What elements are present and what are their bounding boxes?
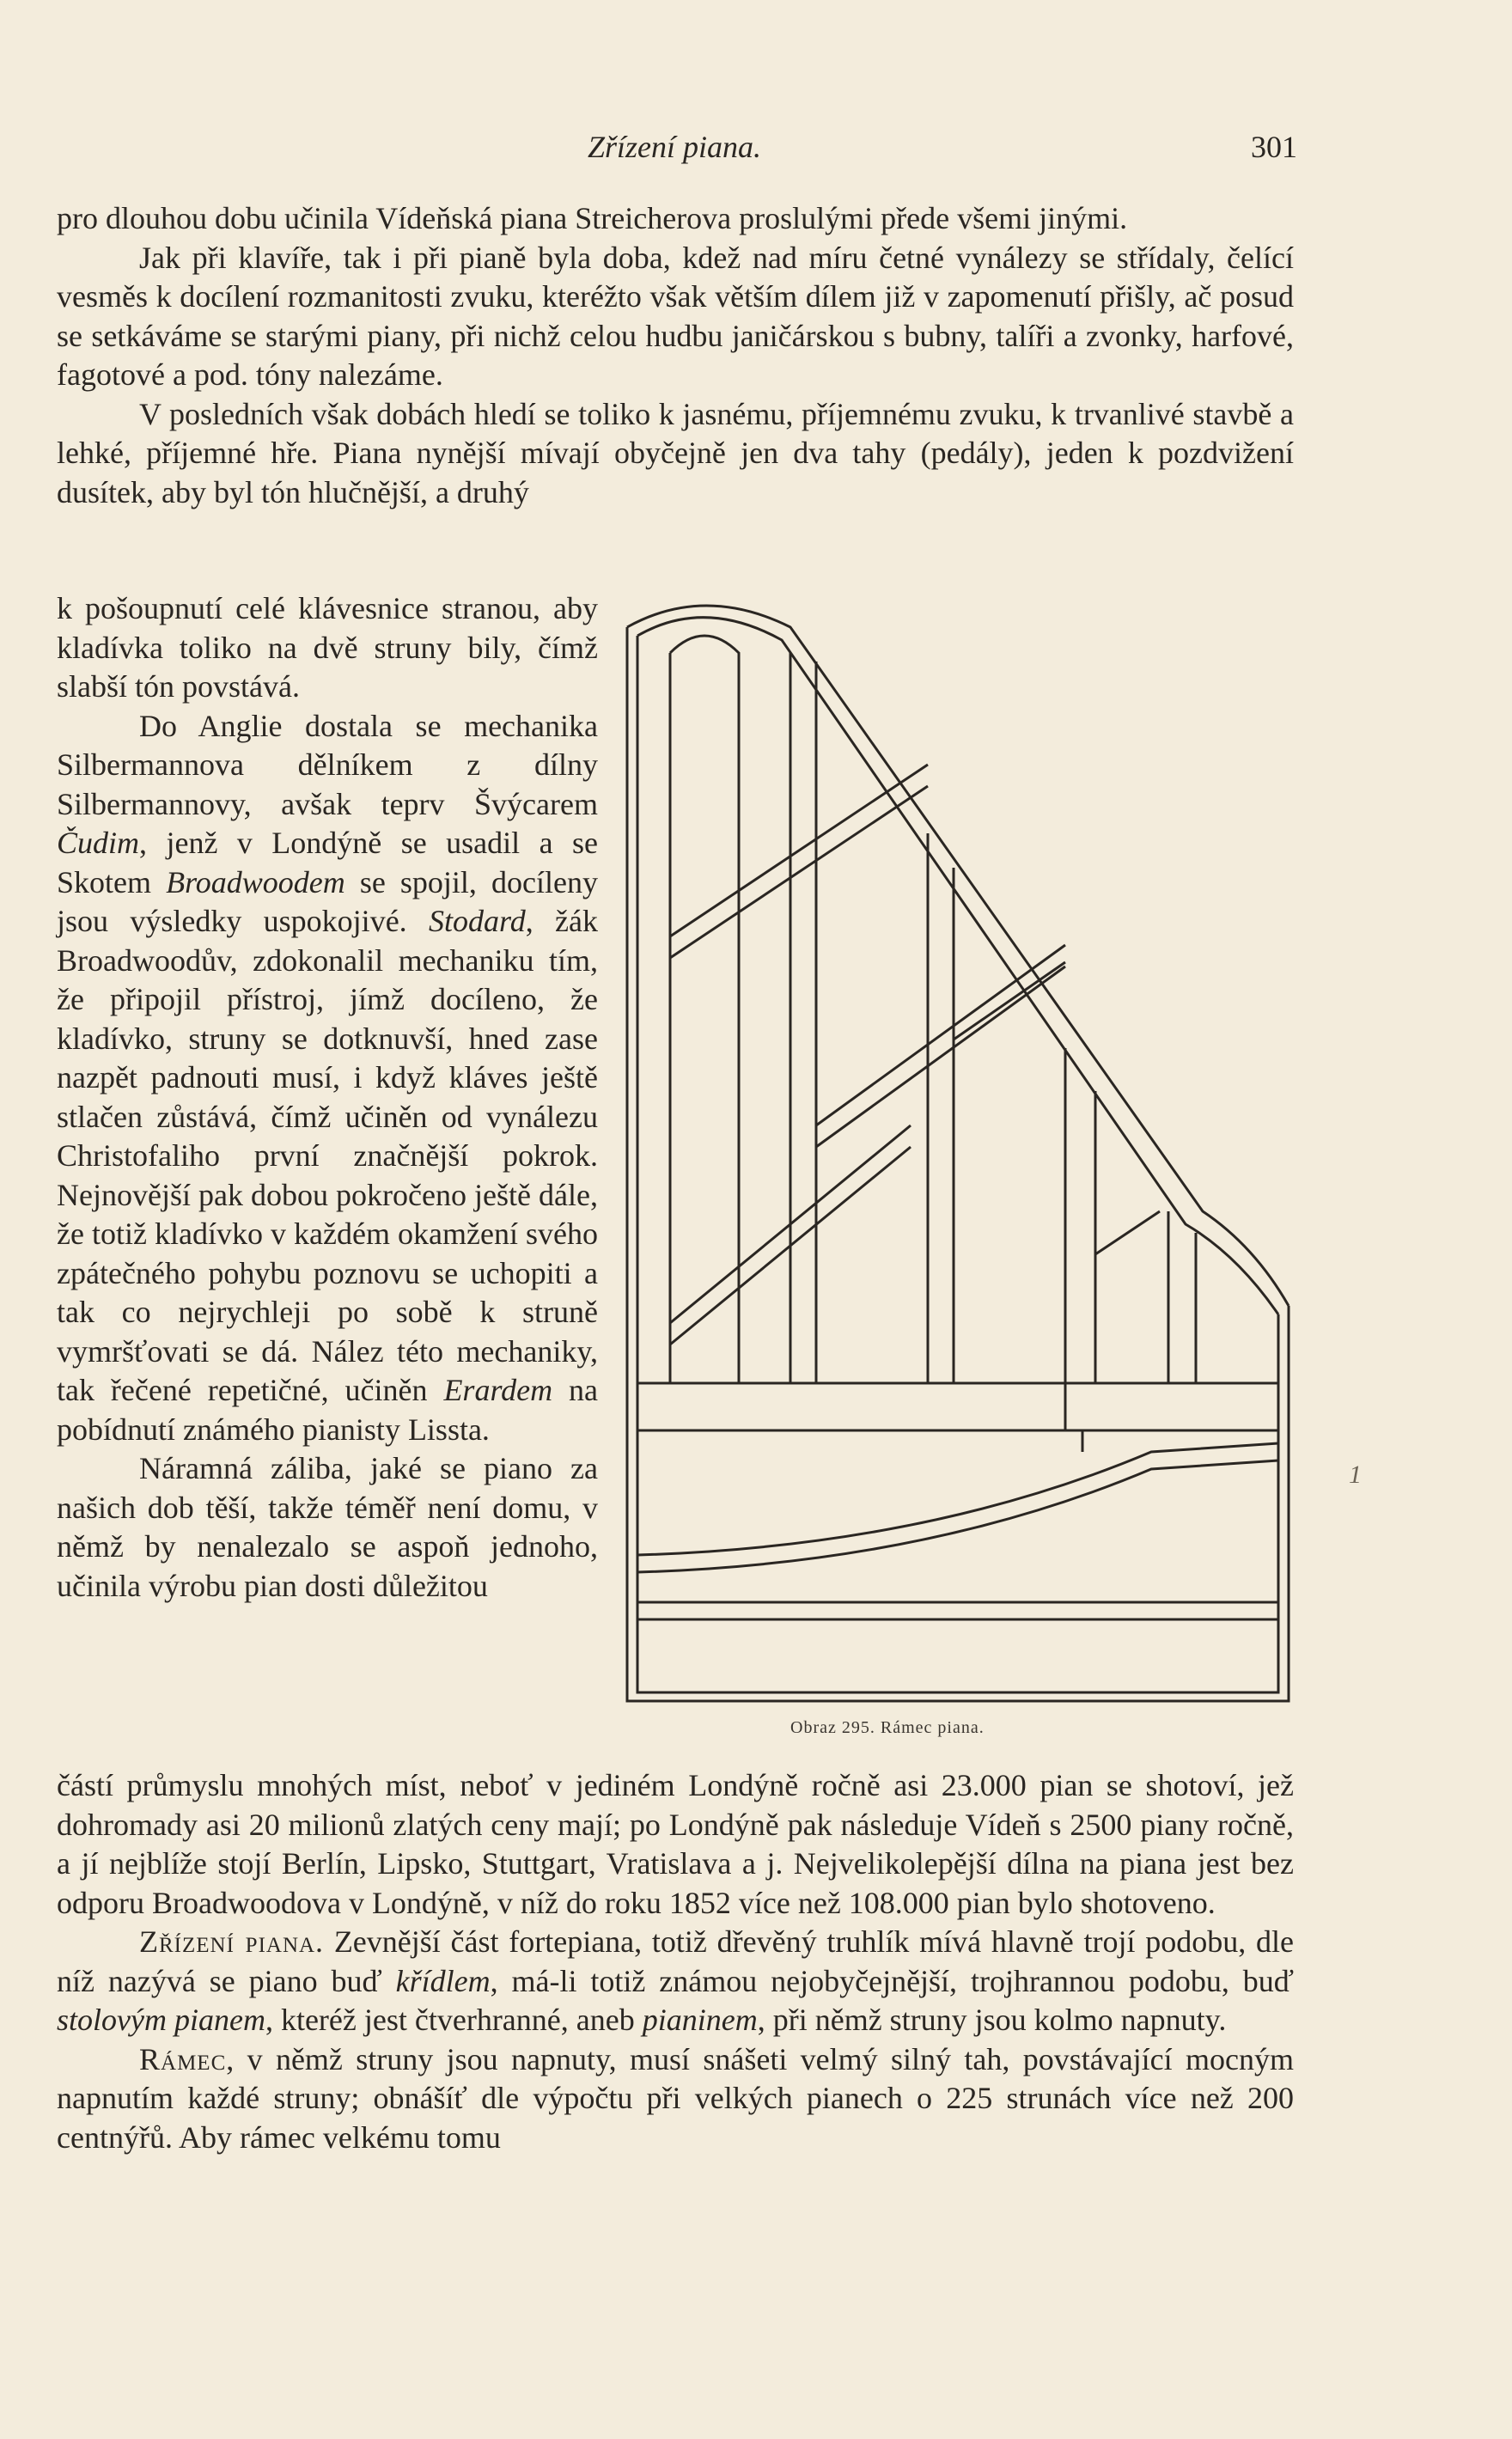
frame-curved-inner (637, 618, 1278, 1314)
page-number: 301 (1251, 130, 1297, 164)
name-broadwood: Broadwoodem (166, 864, 345, 899)
name-erard: Erardem (443, 1373, 553, 1407)
text-run: Zevnější část fortepiana, totiž dřevěný truhlík mívá hlavně trojí podobu, dle níž nazývá se piano buď (57, 1924, 1294, 1998)
frame-curved-side (627, 606, 1289, 1306)
left-column-text (57, 589, 598, 1606)
piano-frame-figure (619, 593, 1306, 1770)
paragraph-popularity: Náramná záliba, jaké se piano za našich dob těší, takže téměř není domu, v němž by nenalezalo se aspoň jednoho, učinila výrobu pian dosti důležitou (57, 1451, 598, 1603)
frame-inner-outline (637, 636, 1278, 1692)
page-header (52, 129, 1297, 172)
section-heading-construction: Zřízení piana. (139, 1924, 325, 1959)
piano-frame-drawing (619, 593, 1306, 1770)
text-run: Do Anglie dostala se mechanika Silbermannova dělníkem z dílny Silbermannovy, avšak teprv Švýcarem (57, 708, 598, 821)
frame-outline (627, 627, 1289, 1701)
frame-brace (670, 765, 928, 936)
paragraph-mechanics-history (57, 707, 598, 1450)
frame-keybed-curve (637, 1460, 1278, 1572)
frame-brace (816, 966, 1065, 1147)
frame-brace (670, 786, 928, 958)
margin-mark: 1 (1349, 1460, 1362, 1489)
paragraph-inventions: Jak při klavíře, tak i při pianě byla doba, kdež nad míru četné vynálezy se střídaly, čelící vesměs k docílení rozmanitosti zvuku, kteréžto však větším dílem již v zapomenutí přišly, ač posud se setkáváme se starými piany, při nichž celou hudbu janičárskou s bubny, talíři a zvonky, harfové, fagotové a pod. tóny nalezáme. (57, 240, 1294, 392)
text-run: , jenž v Londýně se usadil a se Skotem (57, 826, 598, 899)
term-stolove-piano: stolovým pianem (57, 2003, 265, 2037)
text-run: se spojil, docíleny jsou výsledky uspokojivé. (57, 864, 598, 938)
name-cudim: Čudim (57, 826, 140, 860)
paragraph-keyboard-shift: k pošoupnutí celé klávesnice stranou, aby kladívka toliko na dvě struny bily, čímž slabší tón povstává. (57, 591, 598, 704)
text-run: , kteréž jest čtverhranné, aneb (265, 2003, 643, 2037)
paragraph-construction (57, 1923, 1294, 2040)
text-run: na pobídnutí známého pianisty Lissta. (57, 1373, 598, 1447)
paragraph-industry: částí průmyslu mnohých míst, neboť v jediném Londýně ročně asi 23.000 pian se shotoví, jež dohromady asi 20 milionů zlatých ceny mají; po Londýně pak následuje Vídeň s 2500 piany ročně, a jí nejblíže stojí Berlín, Lipsko, Stuttgart, Vratislava a j. Nejvelikolepější dílna na piana jest bez odporu Broadwoodova v Londýně, v níž do roku 1852 více než 108.000 pian bylo shotoveno. (57, 1768, 1294, 1920)
top-text-block (57, 199, 1294, 512)
frame-brace (816, 945, 1065, 1125)
term-pianino: pianinem (642, 2003, 758, 2037)
text-run: , při němž struny jsou kolmo napnuty. (757, 2003, 1227, 2037)
paragraph-continuation: pro dlouhou dobu učinila Vídeňská piana Streicherova proslulými přede všemi jinými. (57, 201, 1128, 235)
frame-brace (1095, 1211, 1160, 1254)
running-head: Zřízení piana. (587, 130, 762, 164)
figure-caption: Obraz 295. Rámec piana. (790, 1718, 985, 1737)
paragraph-pedals: V posledních však dobách hledí se toliko k jasnému, příjemnému zvuku, k trvanlivé stavbě a lehké, příjemné hře. Piana nynější mívají obyčejně jen dva tahy (pedály), jeden k pozdvižení dusítek, aby byl tón hlučnější, a druhý (57, 396, 1294, 509)
section-heading-frame: Rámec (139, 2041, 227, 2076)
frame-top-arch (670, 636, 739, 1383)
term-kridlo: křídlem (395, 1963, 491, 1998)
bottom-text-block (57, 1766, 1294, 2157)
text-run: , žák Broadwoodův, zdokonalil mechaniku tím, že připojil přístroj, jímž docíleno, že kladívko, struny se dotknuvší, hned zase nazpět padnouti musí, i když kláves ještě stlačen zůstává, čímž učiněn od vynálezu Christofaliho první značnější pokrok. Nejnovější pak dobou pokročeno ještě dále, že totiž kladívko v každém okamžení svého zpátečného pohybu poznovu se uchopiti a tak co nejrychleji po sobě k struně vymršťovati se dá. Nález této mechaniky, tak řečené repetičné, učiněn (57, 904, 598, 1407)
text-run: , má-li totiž známou nejobyčejnější, trojhrannou podobu, buď (490, 1963, 1294, 1998)
paragraph-frame (57, 2040, 1294, 2158)
frame-keybed-curve (637, 1443, 1278, 1555)
name-stodard: Stodard (429, 904, 526, 938)
text-run: , v němž struny jsou napnuty, musí snášeti velmý silný tah, povstávající mocným napnutím každé struny; obnášíť dle výpočtu při velkých pianech o 225 strunách více než 200 centnýřů. Aby rámec velkému tomu (57, 2041, 1294, 2155)
